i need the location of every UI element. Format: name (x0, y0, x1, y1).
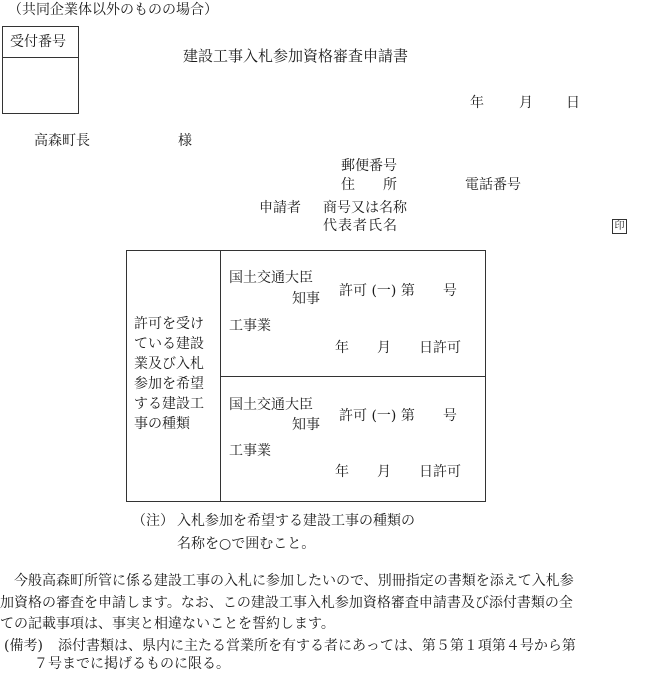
works-table-row-divider (220, 376, 486, 377)
row1-works-label: 工事業 (229, 318, 271, 334)
works-type-label-line: 参加を希望 (134, 376, 204, 392)
representative-label: 代表者氏名 (323, 218, 398, 234)
row2-works-label: 工事業 (229, 443, 271, 459)
remarks-line: 添付書類は、県内に主たる営業所を有する者にあっては、第５第１項第４号から第 (58, 638, 576, 654)
row1-permit-number: 許可 (一) 第 号 (339, 283, 457, 299)
row2-permit-date: 年 月 日許可 (335, 464, 461, 480)
date-year: 年 (470, 95, 484, 111)
note-line: 入札参加を希望する建設工事の種類の (177, 513, 415, 529)
body-paragraph-line: 加資格の審査を申請します。なお、この建設工事入札参加資格審査申請書及び添付書類の全 (0, 595, 573, 611)
page-title: 建設工事入札参加資格審査申請書 (183, 47, 409, 65)
remarks-line: ７号までに掲げるものに限る。 (34, 656, 230, 672)
row1-governor: 知事 (292, 291, 320, 307)
works-type-label-line: 許可を受け (134, 316, 204, 332)
remarks-label: (備考) (4, 638, 43, 654)
works-type-label-line: する建設工 (134, 396, 204, 412)
body-paragraph-line: ての記載事項は、事実と相違ないことを誓約します。 (0, 616, 335, 632)
row2-governor: 知事 (292, 417, 320, 433)
top-note: （共同企業体以外のものの場合） (8, 2, 218, 18)
phone-label: 電話番号 (465, 177, 521, 193)
row2-permit-number: 許可 (一) 第 号 (339, 408, 457, 424)
trade-name-label: 商号又は名称 (323, 200, 407, 216)
receipt-number-label: 受付番号 (10, 34, 66, 50)
row1-permit-date: 年 月 日許可 (335, 340, 461, 356)
body-paragraph-line: 今般高森町所管に係る建設工事の入札に参加したいので、別冊指定の書類を添えて入札参 (14, 573, 574, 589)
works-type-label-line: ている建設 (134, 336, 204, 352)
applicant-label: 申請者 (259, 200, 301, 216)
postal-code-label: 郵便番号 (341, 158, 397, 174)
seal-mark: 印 (612, 219, 627, 234)
note-line: 名称を○で囲むこと。 (177, 536, 316, 552)
date-month: 月 (519, 95, 533, 111)
note-prefix: （注） (132, 513, 174, 529)
address-label: 住 所 (341, 177, 397, 193)
receipt-box-divider (2, 57, 79, 58)
works-type-label-line: 業及び入札 (134, 356, 204, 372)
date-day: 日 (566, 95, 580, 111)
works-type-label-line: 事の種類 (134, 416, 190, 432)
addressee-name: 高森町長 (34, 133, 90, 149)
addressee-honorific: 様 (178, 133, 192, 149)
row1-minister: 国土交通大臣 (229, 270, 313, 286)
row2-minister: 国土交通大臣 (229, 397, 313, 413)
